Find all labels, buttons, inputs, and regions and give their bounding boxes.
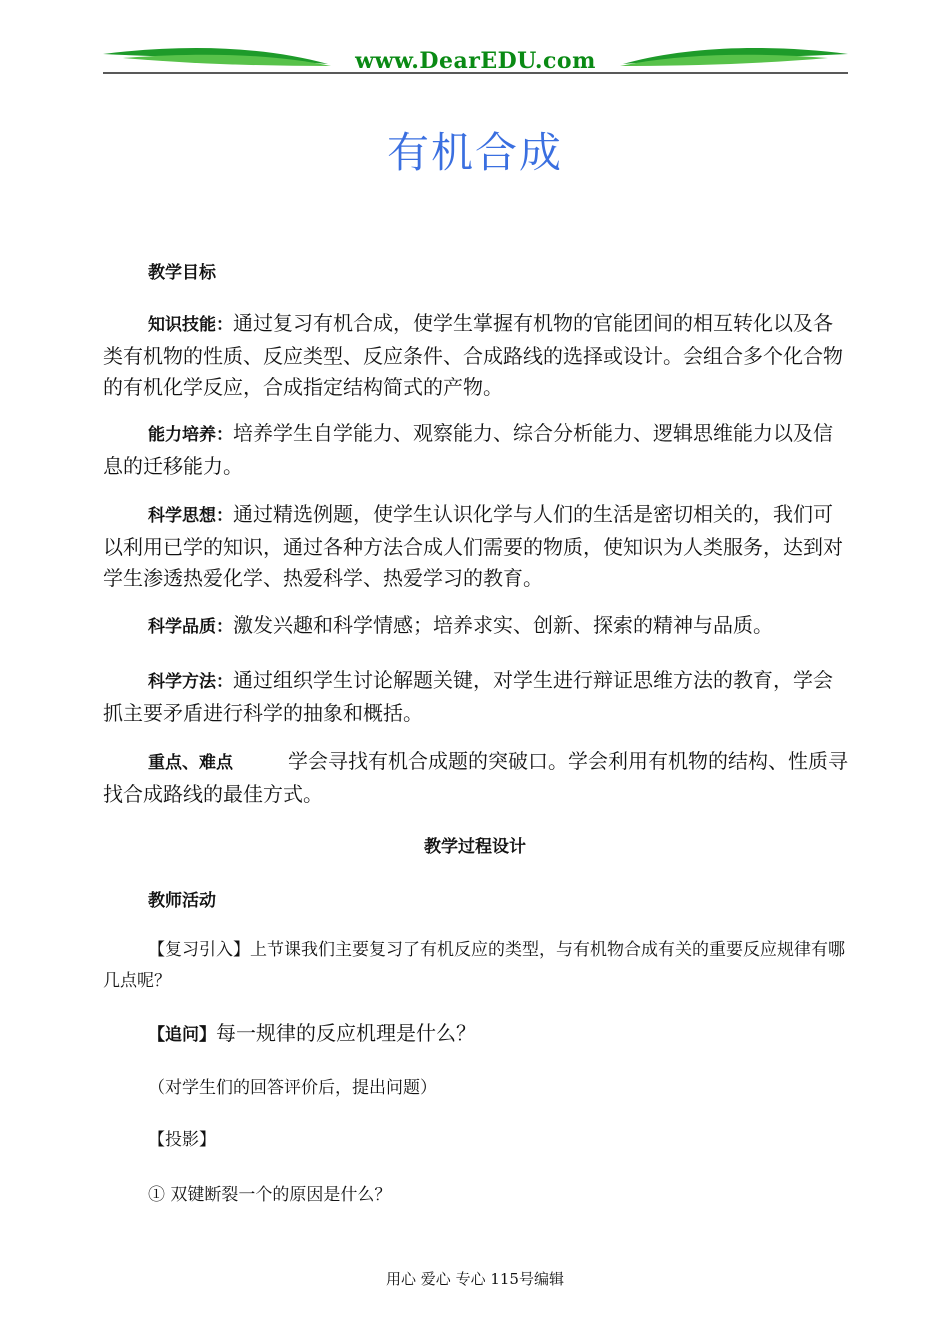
page-title: 有机合成 xyxy=(386,128,563,177)
teacher-heading: 教师活动 xyxy=(148,891,216,911)
key-points-paragraph xyxy=(103,746,848,810)
followup-label: 【追问】 xyxy=(148,1025,216,1045)
goals-heading: 教学目标 xyxy=(148,263,216,283)
quality-text: 激发兴趣和科学情感；培养求实、创新、探索的精神与品质。 xyxy=(233,613,773,637)
process-heading: 教学过程设计 xyxy=(424,837,526,857)
followup-paragraph xyxy=(103,1018,848,1051)
key-points-text: 学会寻找有机合成题的突破口。学会利用有机物的结构、性质寻找合成路线的最佳方式。 xyxy=(103,749,848,806)
review-paragraph xyxy=(103,935,848,997)
ability-paragraph xyxy=(103,418,848,482)
review-text: 上节课我们主要复习了有机反应的类型，与有机物合成有关的重要反应规律有哪几点呢？ xyxy=(103,940,845,991)
method-paragraph xyxy=(103,665,848,729)
review-label: 【复习引入】 xyxy=(148,940,250,960)
knowledge-label: 知识技能： xyxy=(148,315,233,335)
thought-text: 通过精选例题，使学生认识化学与人们的生活是密切相关的，我们可以利用已学的知识，通过各种方法合成人们需要的物质，使知识为人类服务，达到对学生渗透热爱化学、热爱科学、热爱学习的教育。 xyxy=(103,502,843,590)
ability-label: 能力培养： xyxy=(148,425,233,445)
key-points-label: 重点、难点 xyxy=(148,753,233,773)
quality-label: 科学品质： xyxy=(148,617,233,637)
site-name: www.DearEDU.com xyxy=(355,48,596,74)
method-text: 通过组织学生讨论解题关键，对学生进行辩证思维方法的教育，学会抓主要矛盾进行科学的抽象和概括。 xyxy=(103,668,833,725)
quality-paragraph xyxy=(103,610,848,643)
question-1: ① 双键断裂一个的原因是什么？ xyxy=(148,1185,392,1205)
teacher-note: （对学生们的回答评价后，提出问题） xyxy=(148,1078,437,1098)
thought-paragraph xyxy=(103,499,848,594)
site-header xyxy=(103,40,848,80)
method-label: 科学方法： xyxy=(148,672,233,692)
projection-label: 【投影】 xyxy=(148,1130,216,1150)
page-footer: 用心 爱心 专心 115号编辑 xyxy=(386,1270,564,1288)
ability-text: 培养学生自学能力、观察能力、综合分析能力、逻辑思维能力以及信息的迁移能力。 xyxy=(103,421,833,478)
knowledge-paragraph xyxy=(103,308,848,403)
knowledge-text: 通过复习有机合成，使学生掌握有机物的官能团间的相互转化以及各类有机物的性质、反应类型、反应条件、合成路线的选择或设计。会组合多个化合物的有机化学反应，合成指定结构简式的产物。 xyxy=(103,311,843,399)
thought-label: 科学思想： xyxy=(148,506,233,526)
followup-text: 每一规律的反应机理是什么？ xyxy=(216,1021,476,1045)
